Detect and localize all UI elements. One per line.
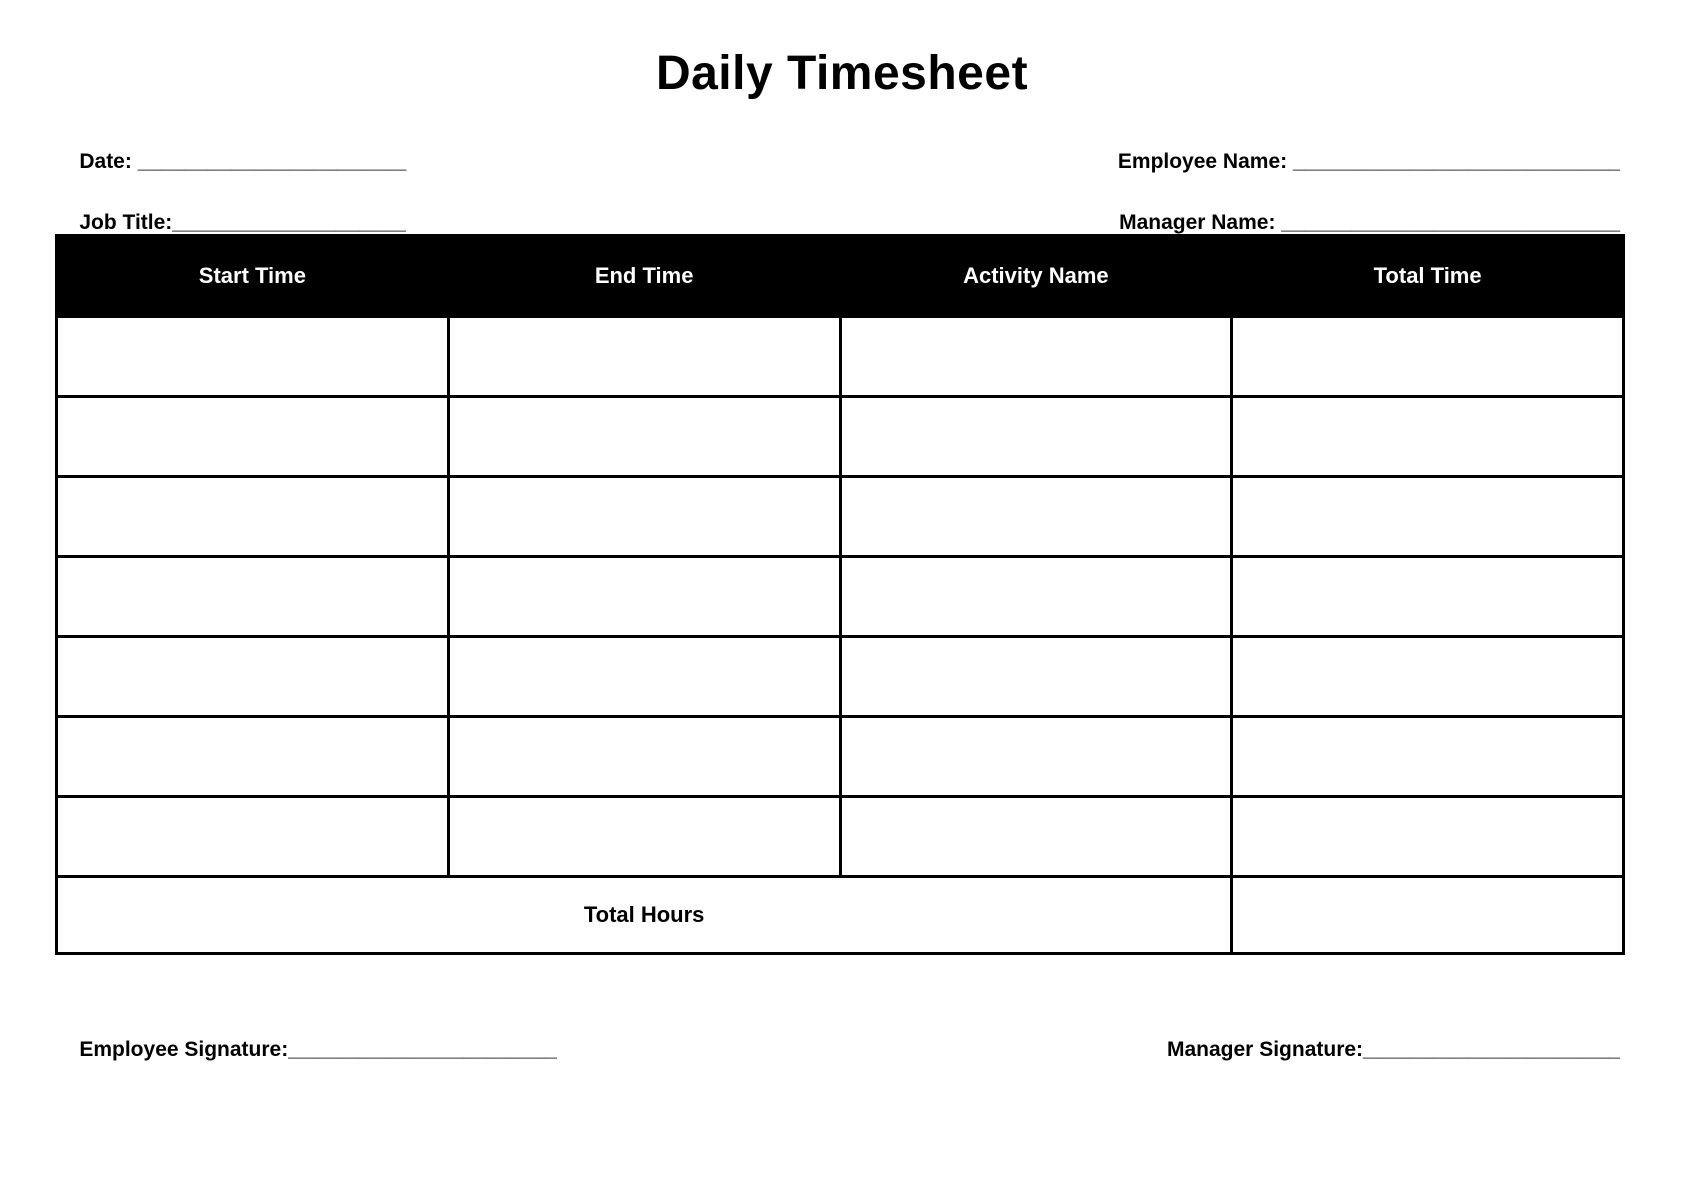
timesheet-cell[interactable] — [448, 557, 840, 637]
timesheet-cell[interactable] — [448, 317, 840, 397]
total-hours-value-cell[interactable] — [1232, 877, 1624, 954]
job-title-label: Job Title: — [79, 211, 173, 234]
date-fill-line[interactable]: _______________________ — [137, 150, 407, 173]
manager-signature-label: Manager Signature: — [1167, 1038, 1364, 1061]
timesheet-cell[interactable] — [1232, 477, 1624, 557]
timesheet-cell[interactable] — [448, 477, 840, 557]
table-row — [57, 797, 1624, 877]
timesheet-cell[interactable] — [840, 637, 1232, 717]
timesheet-body — [57, 317, 1624, 877]
timesheet-cell[interactable] — [840, 557, 1232, 637]
timesheet-cell[interactable] — [1232, 557, 1624, 637]
manager-name-fill-line[interactable]: _____________________________ — [1281, 211, 1620, 234]
timesheet-footer — [57, 877, 1624, 954]
header-start-time: Start Time — [57, 236, 449, 317]
total-hours-label: Total Hours — [57, 877, 1232, 954]
timesheet-cell[interactable] — [840, 317, 1232, 397]
timesheet-cell[interactable] — [1232, 797, 1624, 877]
timesheet-cell[interactable] — [448, 717, 840, 797]
table-row — [57, 557, 1624, 637]
timesheet-cell[interactable] — [1232, 717, 1624, 797]
timesheet-header — [57, 236, 1624, 317]
timesheet-cell[interactable] — [448, 797, 840, 877]
timesheet-cell[interactable] — [57, 717, 449, 797]
table-row — [57, 397, 1624, 477]
timesheet-cell[interactable] — [57, 797, 449, 877]
header-end-time: End Time — [448, 236, 840, 317]
table-row — [57, 717, 1624, 797]
timesheet-cell[interactable] — [57, 477, 449, 557]
header-activity-name: Activity Name — [840, 236, 1232, 317]
timesheet-cell[interactable] — [1232, 637, 1624, 717]
timesheet-cell[interactable] — [57, 637, 449, 717]
header-total-time: Total Time — [1232, 236, 1624, 317]
timesheet-cell[interactable] — [840, 797, 1232, 877]
employee-signature-label: Employee Signature: — [79, 1038, 289, 1061]
employee-signature-field — [56, 1014, 557, 1086]
total-hours-row — [57, 877, 1624, 954]
job-title-fill-line[interactable]: ____________________ — [172, 211, 406, 234]
timesheet-cell[interactable] — [57, 317, 449, 397]
employee-name-label: Employee Name: — [1117, 150, 1293, 173]
timesheet-cell[interactable] — [1232, 317, 1624, 397]
page-title: Daily Timesheet — [655, 47, 1029, 100]
employee-name-fill-line[interactable]: ____________________________ — [1292, 150, 1620, 173]
timesheet-cell[interactable] — [840, 397, 1232, 477]
table-row — [57, 637, 1624, 717]
manager-name-label: Manager Name: — [1119, 211, 1282, 234]
timesheet-cell[interactable] — [448, 397, 840, 477]
table-row — [57, 317, 1624, 397]
manager-signature-fill-line[interactable]: ______________________ — [1363, 1038, 1620, 1061]
timesheet-cell[interactable] — [840, 477, 1232, 557]
table-row — [57, 477, 1624, 557]
timesheet-cell[interactable] — [57, 397, 449, 477]
timesheet-table — [55, 234, 1625, 955]
timesheet-cell[interactable] — [1232, 397, 1624, 477]
header-row — [57, 236, 1624, 317]
date-label: Date: — [79, 150, 138, 173]
employee-signature-fill-line[interactable]: _______________________ — [288, 1038, 557, 1061]
timesheet-cell[interactable] — [448, 637, 840, 717]
timesheet-cell[interactable] — [57, 557, 449, 637]
timesheet-cell[interactable] — [840, 717, 1232, 797]
manager-signature-field — [1144, 1014, 1620, 1086]
